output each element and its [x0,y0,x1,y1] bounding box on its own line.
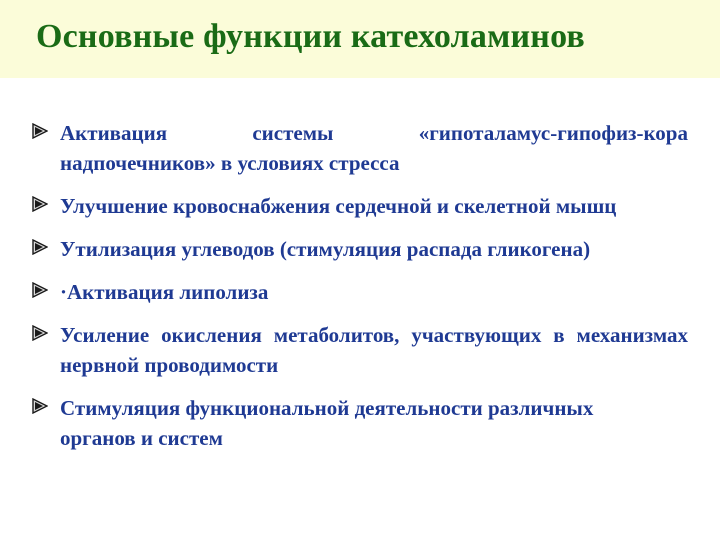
triangle-arrow-icon [32,282,48,298]
bullet-text: Стимуляция функциональной деятельности различных органов и систем [60,396,594,450]
triangle-arrow-icon [32,239,48,255]
slide-title: Основные функции катехоламинов [36,18,585,55]
triangle-arrow-icon [32,398,48,414]
bullet-text: Активация системы «гипоталамус-гипофиз-кора надпочечников» в условиях стресса [60,121,688,175]
bullet-text: ·Активация липолиза [60,280,269,304]
triangle-arrow-icon [32,196,48,212]
triangle-arrow-icon [32,325,48,341]
bullet-item [30,234,688,264]
bullet-list [30,118,688,466]
bullet-item [30,393,688,453]
bullet-item [30,118,688,178]
bullet-item [30,277,688,307]
bullet-text: Утилизация углеводов (стимуляция распада гликогена) [60,237,591,261]
bullet-item [30,191,688,221]
bullet-text: Улучшение кровоснабжения сердечной и скелетной мышц [60,194,617,218]
bullet-item [30,320,688,380]
bullet-text: Усиление окисления метаболитов, участвующих в механизмах нервной проводимости [60,323,688,377]
triangle-arrow-icon [32,123,48,139]
